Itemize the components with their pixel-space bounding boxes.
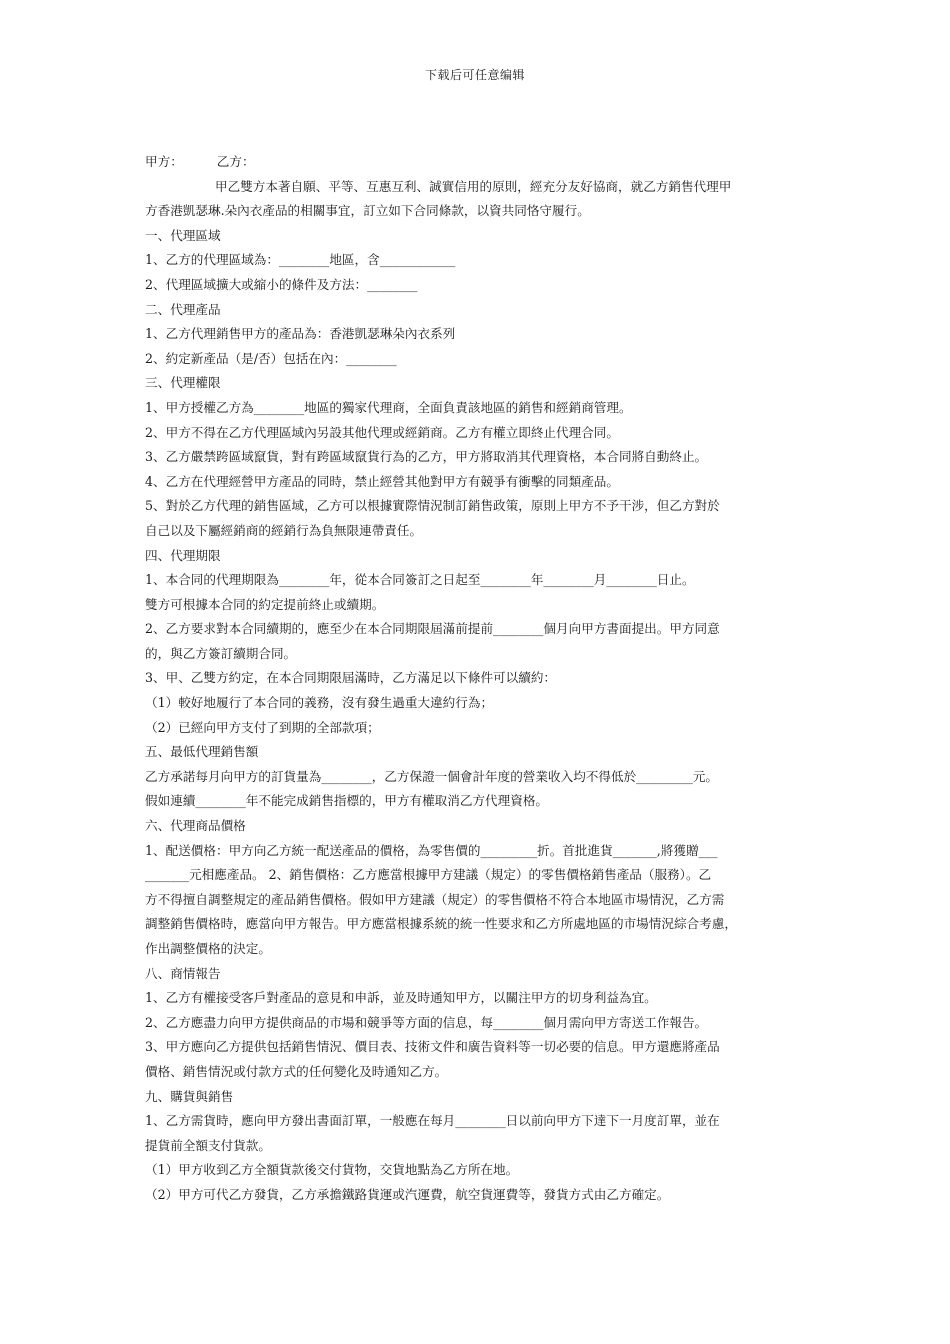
party-b-label: 乙方： [216, 154, 255, 169]
clause-line: （1）較好地履行了本合同的義務，沒有發生過重大違約行為； [145, 695, 494, 711]
section-heading: 八、商情報告 [145, 965, 221, 981]
section-heading: 四、代理期限 [145, 547, 221, 563]
clause-line: 2、約定新產品（是/否）包括在內：________ [145, 350, 397, 366]
clause-line: 2、代理區域擴大或縮小的條件及方法：________ [145, 276, 418, 292]
clause-line: 自己以及下屬經銷商的經銷行為負無限連帶責任。 [145, 522, 423, 538]
clause-line: 乙方承諾每月向甲方的訂貨量為________，乙方保證一個會計年度的營業收入均不得低於_________元。 [145, 768, 719, 784]
section-heading: 五、最低代理銷售額 [145, 744, 259, 760]
clause-line: 3、甲方應向乙方提供包括銷售情況、價目表、技術文件和廣告資料等一切必要的信息。甲方還應將產品 [145, 1039, 720, 1055]
clause-line: 的，與乙方簽訂續期合同。 [145, 645, 297, 661]
clause-line: 1、本合同的代理期限為________年，從本合同簽訂之日起至________年________月________日止。 [145, 572, 695, 588]
clause-line: 5、對於乙方代理的銷售區域，乙方可以根據實際情況制訂銷售政策，原則上甲方不予干涉，但乙方對於 [145, 498, 720, 514]
clause-line: 3、甲、乙雙方約定，在本合同期限屆滿時，乙方滿足以下條件可以續約： [145, 670, 557, 686]
clause-line: 2、乙方要求對本合同續期的，應至少在本合同期限屆滿前提前________個月向甲方書面提出。甲方同意 [145, 621, 720, 637]
intro-line: 甲乙雙方本著自願、平等、互惠互利、誠實信用的原則，經充分友好協商，就乙方銷售代理甲 [215, 178, 732, 194]
clause-line: _______元相應產品。 2、銷售價格：乙方應當根據甲方建議（規定）的零售價格銷售產品（服務）。乙 [145, 867, 712, 883]
clause-line: 4、乙方在代理經營甲方產品的同時，禁止經營其他對甲方有競爭有衝擊的同類產品。 [145, 473, 619, 489]
clause-line: 1、配送價格：甲方向乙方統一配送產品的價格，為零售價的_________折。首批進貨_______,將獲贈___ [145, 842, 718, 858]
clause-line: 方不得擅自調整規定的產品銷售價格。假如甲方建議（規定）的零售價格不符合本地區市場情況，乙方需 [145, 891, 725, 907]
clause-line: （1）甲方收到乙方全額貨款後交付貨物，交貨地點為乙方所在地。 [145, 1162, 519, 1178]
clause-line: 調整銷售價格時，應當向甲方報告。甲方應當根據系統的統一性要求和乙方所處地區的市場情況綜合考慮， [145, 916, 737, 932]
section-heading: 一、代理區域 [145, 227, 221, 243]
parties-line [145, 150, 810, 175]
section-heading: 二、代理產品 [145, 301, 221, 317]
clause-line: 1、乙方代理銷售甲方的產品為：香港凱瑟琳朵內衣系列 [145, 326, 456, 342]
clause-line: 1、乙方有權接受客戶對產品的意見和申訴，並及時通知甲方，以關注甲方的切身利益為宜。 [145, 990, 657, 1006]
clause-line: 價格、銷售情況或付款方式的任何變化及時通知乙方。 [145, 1063, 448, 1079]
intro-line: 方香港凱瑟琳.朵內衣產品的相關事宜，訂立如下合同條款，以資共同恪守履行。 [145, 203, 590, 219]
clause-line: 2、甲方不得在乙方代理區域內另設其他代理或經銷商。乙方有權立即終止代理合同。 [145, 424, 619, 440]
clause-line: 作出調整價格的決定。 [145, 941, 271, 956]
clause-line: 1、乙方需貨時，應向甲方發出書面訂單，一般應在每月________日以前向甲方下達下一月度訂單，並在 [145, 1113, 720, 1129]
clause-line: 雙方可根據本合同的約定提前終止或續期。 [145, 596, 385, 612]
section-heading: 三、代理權限 [145, 375, 221, 391]
section-heading: 六、代理商品價格 [145, 818, 246, 834]
clause-line: 3、乙方嚴禁跨區域竄貨，對有跨區域竄貨行為的乙方，甲方將取消其代理資格，本合同將自動終止。 [145, 449, 708, 465]
clause-line: （2）甲方可代乙方發貨，乙方承擔鐵路貨運或汽運費，航空貨運費等，發貨方式由乙方確定。 [145, 1186, 670, 1202]
clause-line: 提貨前全額支付貨款。 [145, 1137, 271, 1153]
party-a-label: 甲方： [145, 154, 183, 169]
section-heading: 九、購貨與銷售 [145, 1088, 234, 1104]
clause-line: （2）已經向甲方支付了到期的全部款項； [145, 719, 380, 735]
clause-line: 假如連續________年不能完成銷售指標的，甲方有權取消乙方代理資格。 [145, 793, 548, 809]
page-header: 下载后可任意编辑 [424, 68, 525, 82]
clause-line: 1、甲方授權乙方為________地區的獨家代理商，全面負責該地區的銷售和經銷商管理。 [145, 399, 632, 415]
clause-line: 2、乙方應盡力向甲方提供商品的市場和競爭等方面的信息，每________個月需向甲方寄送工作報告。 [145, 1014, 708, 1030]
contract-body [145, 150, 810, 1208]
clause-line: 1、乙方的代理區域為：________地區，含____________ [145, 252, 456, 268]
